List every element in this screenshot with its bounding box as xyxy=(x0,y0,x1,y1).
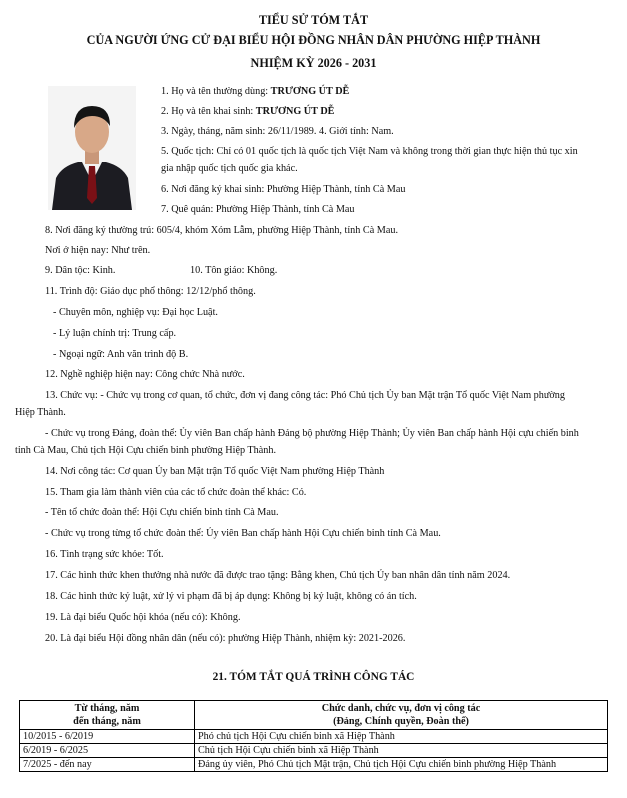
position-cell: Phó chủ tịch Hội Cựu chiến binh xã Hiệp Thành xyxy=(195,730,608,744)
period-header-line2: đến tháng, năm xyxy=(73,716,141,727)
table-row xyxy=(20,730,608,744)
item-common-name xyxy=(161,85,349,98)
birth-name-value: TRƯƠNG ÚT DỄ xyxy=(255,106,335,117)
item-peoples-council: 20. Là đại biểu Hội đồng nhân dân (nếu có): phường Hiệp Thành, nhiệm kỳ: 2021-2026. xyxy=(45,633,406,644)
item-current-address: Nơi ở hiện nay: Như trên. xyxy=(45,245,151,256)
table-row xyxy=(20,744,608,758)
item-birth-registration: 6. Nơi đăng ký khai sinh: Phường Hiệp Thành, tỉnh Cà Mau xyxy=(161,184,406,195)
item-organization-name: - Tên tổ chức đoàn thể: Hội Cựu chiến binh tỉnh Cà Mau. xyxy=(45,507,279,518)
item-health: 16. Tình trạng sức khỏe: Tốt. xyxy=(45,549,164,560)
birth-name-label: 2. Họ và tên khai sinh: xyxy=(161,106,256,117)
item-awards: 17. Các hình thức khen thưởng nhà nước đã được trao tặng: Bằng khen, Chủ tịch Ủy ban nhân dân tỉnh năm 2024. xyxy=(45,570,511,581)
work-history-title: 21. TÓM TẮT QUÁ TRÌNH CÔNG TÁC xyxy=(212,671,415,683)
item-organization-role: - Chức vụ trong từng tổ chức đoàn thể: Ủy viên Ban chấp hành Hội Cựu chiến binh tỉnh Cà Mau. xyxy=(45,528,441,539)
position-header-line2: (Đảng, Chính quyền, Đoàn thể) xyxy=(333,716,469,727)
item-foreign-language: - Ngoại ngữ: Anh văn trình độ B. xyxy=(53,349,189,360)
item-party-position: - Chức vụ trong Đảng, đoàn thể: Ủy viên Ban chấp hành Đảng bộ phường Hiệp Thành; Ủy viên Ban chấp hành Hội cựu chiến binh xyxy=(45,428,579,439)
item-specialty: - Chuyên môn, nghiệp vụ: Đại học Luật. xyxy=(53,307,218,318)
period-cell: 7/2025 - đến nay xyxy=(20,758,195,772)
table-header-row xyxy=(20,701,608,730)
position-header-line1: Chức danh, chức vụ, đơn vị công tác xyxy=(321,703,481,714)
position-cell: Chủ tịch Hội Cựu chiến binh xã Hiệp Thành xyxy=(195,744,608,758)
item-birthdate-gender: 3. Ngày, tháng, năm sinh: 26/11/1989. 4. Giới tính: Nam. xyxy=(161,126,394,137)
period-cell: 10/2015 - 6/2019 xyxy=(20,730,195,744)
position-column-header xyxy=(195,701,608,730)
item-residence: 8. Nơi đăng ký thường trú: 605/4, khóm Xóm Lẫm, phường Hiệp Thành, tỉnh Cà Mau. xyxy=(45,225,398,236)
portrait-photo xyxy=(48,86,136,210)
item-political-theory: - Lý luận chính trị: Trung cấp. xyxy=(53,328,177,339)
common-name-label: 1. Họ và tên thường dùng: xyxy=(161,86,271,97)
doc-subtitle: CỦA NGƯỜI ỨNG CỬ ĐẠI BIỂU HỘI ĐỒNG NHÂN DÂN PHƯỜNG HIỆP THÀNH xyxy=(86,33,541,47)
position-cell: Đảng ủy viên, Phó Chủ tịch Mặt trận, Chủ tịch Hội Cựu chiến binh phường Hiệp Thành xyxy=(195,758,608,772)
table-row xyxy=(20,758,608,772)
common-name-value: TRƯƠNG ÚT DỄ xyxy=(270,86,350,97)
item-nationality-cont: gia nhập quốc tịch quốc gia khác. xyxy=(161,163,298,174)
item-ethnicity: 9. Dân tộc: Kinh. xyxy=(45,265,116,276)
item-discipline: 18. Các hình thức kỷ luật, xử lý vi phạm đã bị áp dụng: Không bị kỷ luật, không có án tích. xyxy=(45,591,417,602)
item-workplace: 14. Nơi công tác: Cơ quan Ủy ban Mặt trận Tổ quốc Việt Nam phường Hiệp Thành xyxy=(45,466,385,477)
item-party-position-cont: tỉnh Cà Mau, Chủ tịch Hội Cựu chiến binh phường Hiệp Thành. xyxy=(15,445,276,456)
period-header-line1: Từ tháng, năm xyxy=(74,703,140,714)
item-position: 13. Chức vụ: - Chức vụ trong cơ quan, tổ chức, đơn vị đang công tác: Phó Chủ tịch Ủy ban Mặt trận Tổ quốc Việt Nam phường xyxy=(45,390,565,401)
item-position-cont: Hiệp Thành. xyxy=(15,407,66,418)
item-birth-name xyxy=(161,105,334,118)
item-education: 11. Trình độ: Giáo dục phổ thông: 12/12/phổ thông. xyxy=(45,286,256,297)
item-nationality: 5. Quốc tịch: Chỉ có 01 quốc tịch là quốc tịch Việt Nam và không trong thời gian thực hiện thủ tục xin xyxy=(161,146,578,157)
period-column-header xyxy=(20,701,195,730)
term-label: NHIỆM KỲ 2026 - 2031 xyxy=(250,56,377,70)
item-occupation: 12. Nghề nghiệp hiện nay: Công chức Nhà nước. xyxy=(45,369,245,380)
item-organizations: 15. Tham gia làm thành viên của các tổ chức đoàn thể khác: Có. xyxy=(45,487,307,498)
period-cell: 6/2019 - 6/2025 xyxy=(20,744,195,758)
doc-title: TIỂU SỬ TÓM TẮT xyxy=(258,13,369,27)
item-national-assembly: 19. Là đại biểu Quốc hội khóa (nếu có): Không. xyxy=(45,612,241,623)
item-religion: 10. Tôn giáo: Không. xyxy=(190,265,278,276)
work-history-table xyxy=(19,700,608,772)
item-hometown: 7. Quê quán: Phường Hiệp Thành, tỉnh Cà Mau xyxy=(161,204,355,215)
portrait-image xyxy=(48,86,136,210)
